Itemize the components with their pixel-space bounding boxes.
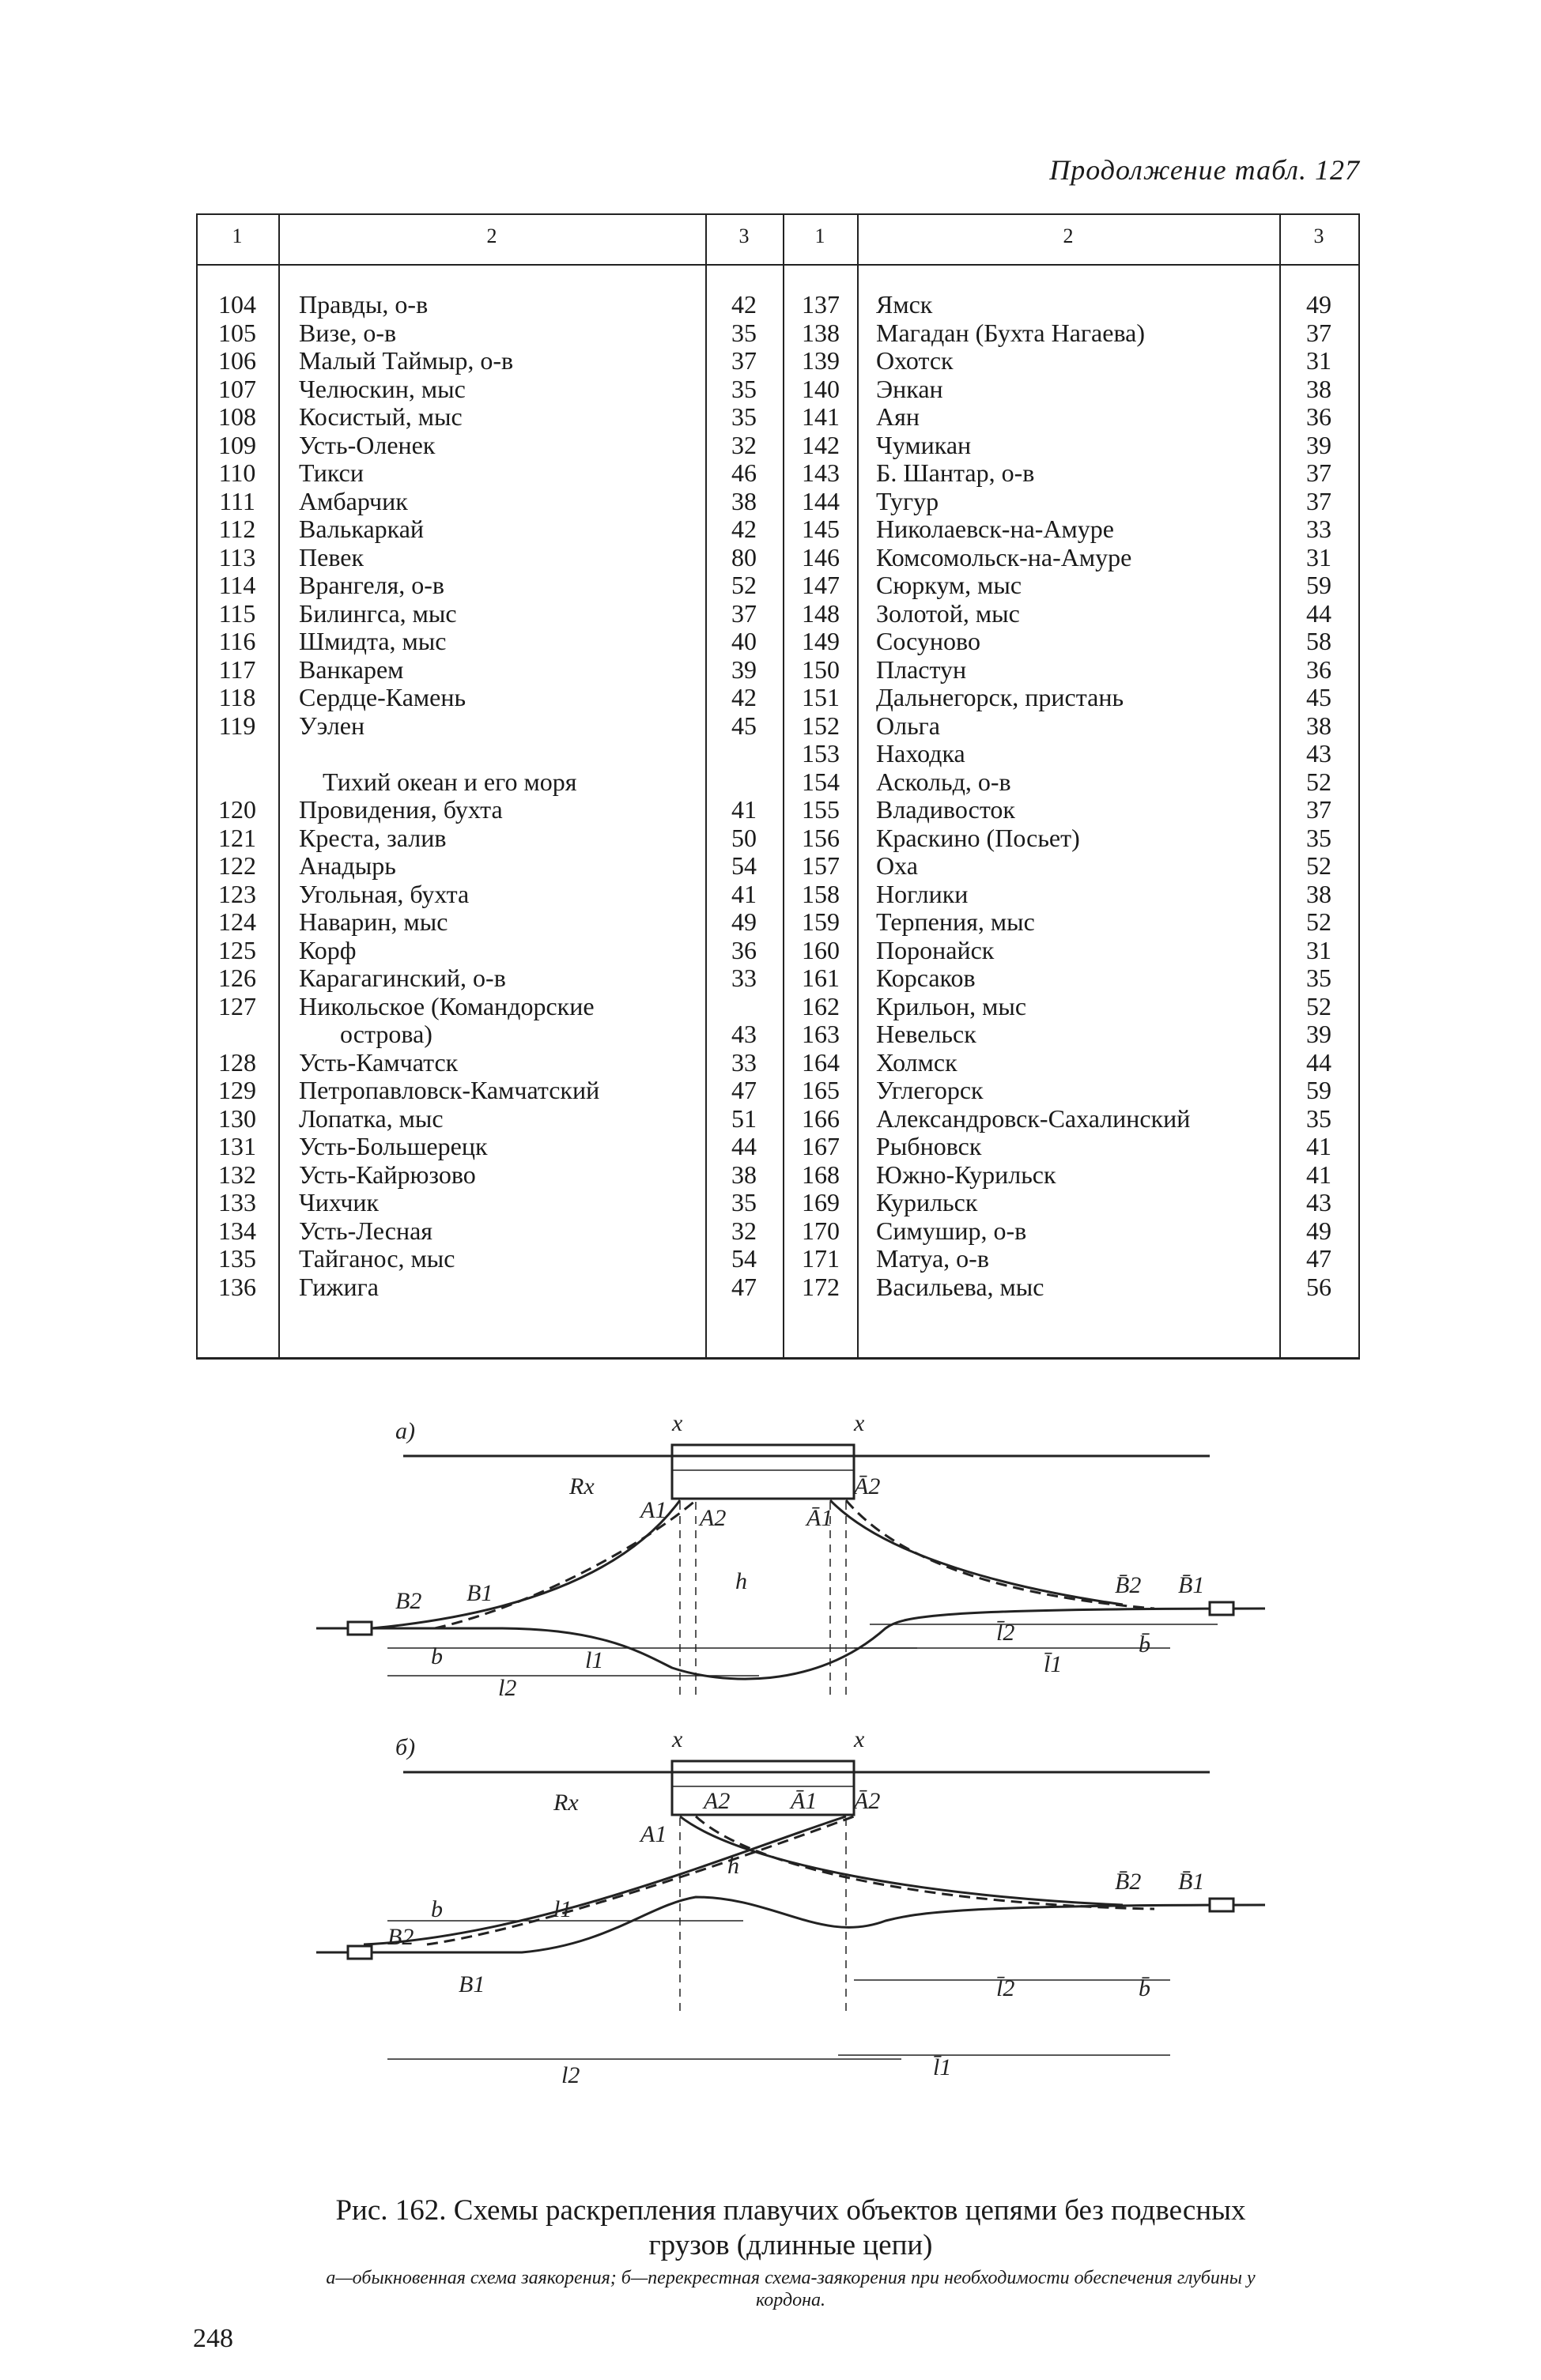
header-col-1b: 1: [814, 224, 825, 247]
table-cell: Уэлен: [299, 711, 365, 740]
table-cell: 43: [1306, 1188, 1331, 1216]
table-cell: Васильева, мыс: [876, 1272, 1044, 1301]
l1-label: l1: [585, 1647, 604, 1673]
x-label: x: [672, 1410, 683, 1436]
table-cell: 52: [1306, 851, 1331, 880]
table-cell: 35: [731, 1188, 757, 1216]
b2bar-label: B̄2: [1115, 1869, 1142, 1895]
h-label: h: [735, 1568, 747, 1594]
table-cell: 47: [731, 1076, 757, 1104]
table-cell: Ямск: [876, 290, 933, 319]
table-cell: Александровск-Сахалинский: [876, 1103, 1191, 1133]
table-cell: 37: [731, 346, 757, 375]
table-cell: 37: [1306, 458, 1331, 487]
table-cell: 39: [731, 654, 757, 684]
table-cell: 47: [731, 1272, 757, 1301]
table-cell: 41: [731, 879, 757, 908]
table-cell: Чихчик: [299, 1188, 380, 1216]
table-cell: 127: [218, 991, 256, 1020]
table-cell: 152: [802, 711, 840, 740]
table-cell: [199, 1020, 275, 1049]
table-cell: Ноглики: [876, 879, 969, 908]
table-cell: 131: [218, 1132, 256, 1160]
table-cell: Ванкарем: [299, 654, 404, 684]
b1-label: B1: [459, 1971, 485, 1997]
table-cell: Усть-Большерецк: [299, 1132, 488, 1160]
table-cell: 120: [218, 795, 256, 824]
table-cell: Комсомольск-на-Амуре: [876, 542, 1132, 571]
table-cell: 106: [218, 346, 256, 375]
x-label: x: [854, 1410, 865, 1436]
table-cell: 40: [731, 627, 757, 655]
table-cell: Шмидта, мыс: [299, 627, 447, 655]
table-cell: Николаевск-на-Амуре: [876, 515, 1114, 543]
table-cell: 35: [1306, 1103, 1331, 1133]
a2bar-label: Ā2: [854, 1473, 881, 1499]
table-cell: 134: [218, 1216, 256, 1245]
table-cell: 160: [802, 935, 840, 964]
table-cell: 59: [1306, 571, 1331, 599]
page-number: 248: [193, 2324, 233, 2353]
table-cell: Корф: [299, 935, 357, 964]
table-cell: Визе, о-в: [299, 318, 397, 347]
table-cell: 118: [218, 683, 256, 711]
table-cell: Поронайск: [876, 935, 995, 964]
table-cell: Находка: [876, 739, 965, 768]
table-cell: 163: [802, 1020, 840, 1048]
a2-label: A2: [700, 1505, 727, 1531]
table-cell: Чумикан: [876, 430, 972, 459]
table-cell: 41: [731, 795, 757, 824]
table-cell: 36: [731, 935, 757, 964]
l1bar-label: l̄1: [1044, 1651, 1063, 1677]
table-cell: Аян: [876, 402, 920, 431]
table-cell: 44: [1306, 598, 1331, 628]
table-cell: 111: [219, 486, 255, 515]
table-cell: Никольское (Командорские: [299, 991, 595, 1020]
table-cell: 33: [731, 964, 757, 992]
table-cell: Малый Таймыр, о-в: [299, 346, 514, 375]
table-cell: 42: [731, 683, 757, 711]
table-cell: 123: [218, 879, 256, 908]
l2bar-label: l̄2: [996, 1620, 1015, 1646]
table-cell: Креста, залив: [299, 823, 447, 852]
table-continuation-caption: Продолжение табл. 127: [1049, 154, 1360, 186]
right-number-column: [783, 291, 859, 1301]
label-b: б): [395, 1734, 416, 1760]
table-cell: Энкан: [876, 374, 943, 403]
table-cell: 54: [731, 851, 757, 880]
table-cell: Ольга: [876, 711, 940, 740]
h-label: h: [727, 1853, 739, 1879]
table-cell: 141: [802, 402, 840, 431]
l1-label: l1: [553, 1896, 572, 1922]
table-cell: 117: [218, 654, 256, 684]
left-number-column: [199, 291, 275, 1301]
table-cell: 153: [802, 739, 840, 768]
table-cell: Усть-Камчатск: [299, 1047, 459, 1077]
table-cell: 35: [731, 318, 757, 347]
table-cell: 35: [731, 374, 757, 403]
table-cell: Амбарчик: [299, 486, 408, 515]
table-cell: 155: [802, 795, 840, 824]
table-cell: Рыбновск: [876, 1132, 982, 1160]
table-cell: 128: [218, 1047, 256, 1077]
table-cell: Валькаркай: [299, 515, 425, 543]
table-cell: Тихий океан и его моря: [323, 767, 577, 796]
table-cell: [712, 993, 776, 1021]
table-cell: 124: [218, 907, 256, 936]
figure-subcaption: а—обыкновенная схема заякорения; б—перекрестная схема-заякорения при необходимости обеспечения глубины у кордона.: [326, 2268, 1256, 2310]
header-col-2b: 2: [1063, 224, 1074, 247]
a2-label: A2: [704, 1788, 731, 1814]
table-cell: 35: [1306, 823, 1331, 852]
rx-label: Rx: [569, 1473, 595, 1499]
table-cell: 46: [731, 458, 757, 487]
table-cell: 110: [218, 458, 256, 487]
table-cell: 33: [731, 1047, 757, 1077]
table-cell: 37: [1306, 795, 1331, 824]
table-cell: 104: [218, 290, 256, 319]
table-cell: 39: [1306, 430, 1331, 459]
table-cell: Анадырь: [299, 851, 396, 880]
table-cell: [712, 740, 776, 768]
b2-label: B2: [387, 1924, 414, 1950]
table-cell: 52: [731, 571, 757, 599]
table-cell: 50: [731, 823, 757, 852]
table-cell: 45: [731, 711, 757, 740]
table-cell: Оха: [876, 851, 918, 880]
table-cell: Терпения, мыс: [876, 907, 1035, 936]
table-cell: 43: [731, 1020, 757, 1048]
table-cell: 37: [1306, 318, 1331, 347]
table-cell: Сердце-Камень: [299, 683, 466, 711]
table-cell: 47: [1306, 1244, 1331, 1273]
table-cell: 38: [1306, 711, 1331, 740]
ports-table: [196, 213, 1360, 1360]
table-cell: Дальнегорск, пристань: [876, 683, 1124, 711]
table-cell: Гижига: [299, 1272, 379, 1301]
b-label: b: [431, 1643, 443, 1669]
table-cell: 112: [218, 515, 256, 543]
table-cell: 37: [1306, 486, 1331, 515]
l1bar-label: l̄1: [933, 2054, 952, 2080]
table-cell: Лопатка, мыс: [299, 1103, 444, 1133]
table-cell: Усть-Лесная: [299, 1216, 432, 1245]
table-cell: 145: [802, 515, 840, 543]
a1bar-label: Ā1: [791, 1788, 818, 1814]
table-cell: Усть-Кайрюзово: [299, 1160, 476, 1189]
table-rule: [278, 215, 280, 1357]
label-a: а): [395, 1418, 415, 1444]
table-cell: Тикси: [299, 458, 364, 487]
table-cell: 156: [802, 823, 840, 852]
table-cell: Охотск: [876, 346, 954, 375]
table-cell: Билингса, мыс: [299, 598, 457, 628]
table-cell: 171: [802, 1244, 840, 1273]
table-cell: Южно-Курильск: [876, 1160, 1056, 1189]
table-cell: 137: [802, 290, 840, 319]
table-cell: Певек: [299, 542, 364, 571]
table-cell: 162: [802, 991, 840, 1020]
x-label: x: [672, 1726, 683, 1752]
table-cell: 80: [731, 542, 757, 571]
table-cell: 45: [1306, 683, 1331, 711]
table-cell: 115: [218, 598, 256, 628]
table-cell: 135: [218, 1244, 256, 1273]
table-cell: 35: [1306, 964, 1331, 992]
table-cell: 161: [802, 964, 840, 992]
table-cell: Владивосток: [876, 795, 1015, 824]
table-cell: Провидения, бухта: [299, 795, 503, 824]
header-col-2: 2: [486, 224, 497, 247]
table-cell: Пластун: [876, 654, 967, 684]
header-rule: [196, 264, 1360, 266]
table-cell: Тайганос, мыс: [299, 1244, 455, 1273]
rx-label: Rx: [553, 1790, 579, 1816]
table-cell: Симушир, о-в: [876, 1216, 1027, 1245]
table-cell: Карагагинский, о-в: [299, 964, 506, 992]
table-cell: Краскино (Посьет): [876, 823, 1080, 852]
table-cell: Углегорск: [876, 1076, 984, 1104]
table-cell: 143: [802, 458, 840, 487]
table-cell: Наварин, мыс: [299, 907, 448, 936]
table-cell: Сосуново: [876, 627, 980, 655]
table-cell: 142: [802, 430, 840, 459]
anchoring-scheme-figure: [300, 1391, 1312, 2182]
table-cell: 51: [731, 1103, 757, 1133]
b1bar-label: B̄1: [1178, 1572, 1205, 1598]
table-cell: 58: [1306, 627, 1331, 655]
table-cell: 38: [1306, 374, 1331, 403]
table-cell: 170: [802, 1216, 840, 1245]
l2bar-label: l̄2: [996, 1975, 1015, 2001]
table-cell: 116: [218, 627, 256, 655]
table-cell: 147: [802, 571, 840, 599]
table-cell: 146: [802, 542, 840, 571]
table-cell: 107: [218, 374, 256, 403]
table-cell: Б. Шантар, о-в: [876, 458, 1035, 487]
table-cell: 31: [1306, 346, 1331, 375]
table-cell: 108: [218, 402, 256, 431]
b-label: b: [431, 1896, 443, 1922]
table-cell: 41: [1306, 1132, 1331, 1160]
table-cell: 122: [218, 851, 256, 880]
table-cell: 43: [1306, 739, 1331, 768]
table-cell: 126: [218, 964, 256, 992]
table-cell: 132: [218, 1160, 256, 1189]
table-cell: 129: [218, 1076, 256, 1104]
table-cell: Золотой, мыс: [876, 598, 1020, 628]
table-cell: 49: [1306, 1216, 1331, 1245]
table-cell: 38: [731, 1160, 757, 1189]
table-cell: 35: [731, 402, 757, 431]
table-cell: 121: [218, 823, 256, 852]
table-cell: Врангеля, о-в: [299, 571, 445, 599]
table-cell: 38: [1306, 879, 1331, 908]
table-cell: 114: [218, 571, 256, 599]
table-cell: [712, 768, 776, 797]
figure-caption: Рис. 162. Схемы раскрепления плавучих объектов цепями без подвесных грузов (длинные цепи): [335, 2194, 1246, 2261]
table-rule: [196, 215, 198, 1357]
table-cell: 52: [1306, 991, 1331, 1020]
table-cell: 31: [1306, 542, 1331, 571]
table-cell: Петропавловск-Камчатский: [299, 1076, 600, 1104]
right-value-column: [1287, 291, 1350, 1301]
table-cell: Аскольд, о-в: [876, 767, 1011, 796]
right-name-column: [876, 291, 1319, 1301]
a1-label: A1: [640, 1821, 667, 1847]
table-cell: 157: [802, 851, 840, 880]
b2-label: B2: [395, 1588, 422, 1614]
table-cell: 138: [802, 318, 840, 347]
a2bar-label: Ā2: [854, 1788, 881, 1814]
table-cell: 42: [731, 515, 757, 543]
table-cell: 130: [218, 1103, 256, 1133]
table-cell: 54: [731, 1244, 757, 1273]
table-cell: 172: [802, 1272, 840, 1301]
table-cell: 169: [802, 1188, 840, 1216]
table-cell: 139: [802, 346, 840, 375]
l2-label: l2: [498, 1675, 517, 1701]
table-cell: 165: [802, 1076, 840, 1104]
table-cell: 119: [218, 711, 256, 740]
table-cell: острова): [340, 1020, 432, 1048]
b2bar-label: B̄2: [1115, 1572, 1142, 1598]
table-cell: [199, 768, 275, 797]
table-cell: 36: [1306, 654, 1331, 684]
table-cell: 49: [731, 907, 757, 936]
table-cell: 38: [731, 486, 757, 515]
table-cell: 109: [218, 430, 256, 459]
table-cell: Курильск: [876, 1188, 978, 1216]
table-cell: 44: [731, 1132, 757, 1160]
b1-label: B1: [466, 1580, 493, 1606]
table-cell: 33: [1306, 515, 1331, 543]
table-cell: Косистый, мыс: [299, 402, 463, 431]
table-cell: Крильон, мыс: [876, 991, 1027, 1020]
table-cell: 158: [802, 879, 840, 908]
table-cell: Угольная, бухта: [299, 879, 470, 908]
table-cell: 148: [802, 598, 840, 628]
table-cell: 140: [802, 374, 840, 403]
l2-label: l2: [561, 2062, 580, 2088]
table-cell: Правды, о-в: [299, 290, 429, 319]
table-cell: 37: [731, 598, 757, 628]
table-cell: 32: [731, 1216, 757, 1245]
table-cell: 56: [1306, 1272, 1331, 1301]
left-value-column: [712, 291, 776, 1301]
table-cell: Матуа, о-в: [876, 1244, 989, 1273]
table-cell: 125: [218, 935, 256, 964]
table-cell: 154: [802, 767, 840, 796]
table-cell: 150: [802, 654, 840, 684]
table-cell: Невельск: [876, 1020, 976, 1048]
table-cell: 167: [802, 1132, 840, 1160]
table-cell: 164: [802, 1047, 840, 1077]
table-cell: 52: [1306, 767, 1331, 796]
b1bar-label: B̄1: [1178, 1869, 1205, 1895]
table-cell: Усть-Оленек: [299, 430, 436, 459]
table-cell: Сюркум, мыс: [876, 571, 1022, 599]
header-col-3: 3: [738, 224, 750, 247]
header-col-3b: 3: [1313, 224, 1324, 247]
table-cell: Магадан (Бухта Нагаева): [876, 318, 1145, 347]
left-name-column: [299, 291, 742, 1301]
table-cell: 166: [802, 1103, 840, 1133]
table-cell: [299, 740, 742, 768]
table-cell: 168: [802, 1160, 840, 1189]
table-cell: Челюскин, мыс: [299, 374, 466, 403]
table-cell: 39: [1306, 1020, 1331, 1048]
x-label: x: [854, 1726, 865, 1752]
table-cell: [199, 740, 275, 768]
table-cell: 149: [802, 627, 840, 655]
table-cell: 44: [1306, 1047, 1331, 1077]
table-cell: 133: [218, 1188, 256, 1216]
table-cell: Тугур: [876, 486, 939, 515]
header-col-1: 1: [232, 224, 243, 247]
table-cell: 144: [802, 486, 840, 515]
table-cell: Холмск: [876, 1047, 957, 1077]
bbar-label: b̄: [1139, 1975, 1150, 2001]
table-cell: 159: [802, 907, 840, 936]
table-cell: 42: [731, 290, 757, 319]
table-cell: 31: [1306, 935, 1331, 964]
a1bar-label: Ā1: [806, 1505, 833, 1531]
table-cell: 59: [1306, 1076, 1331, 1104]
table-cell: 105: [218, 318, 256, 347]
a1-label: A1: [640, 1497, 667, 1523]
table-cell: 49: [1306, 290, 1331, 319]
table-cell: 52: [1306, 907, 1331, 936]
table-cell: 36: [1306, 402, 1331, 431]
bbar-label: b̄: [1139, 1631, 1150, 1658]
table-cell: 151: [802, 683, 840, 711]
table-rule: [1358, 215, 1360, 1357]
table-cell: 41: [1306, 1160, 1331, 1189]
table-cell: 32: [731, 430, 757, 459]
table-cell: Корсаков: [876, 964, 976, 992]
table-cell: 136: [218, 1272, 256, 1301]
table-cell: 113: [218, 542, 256, 571]
